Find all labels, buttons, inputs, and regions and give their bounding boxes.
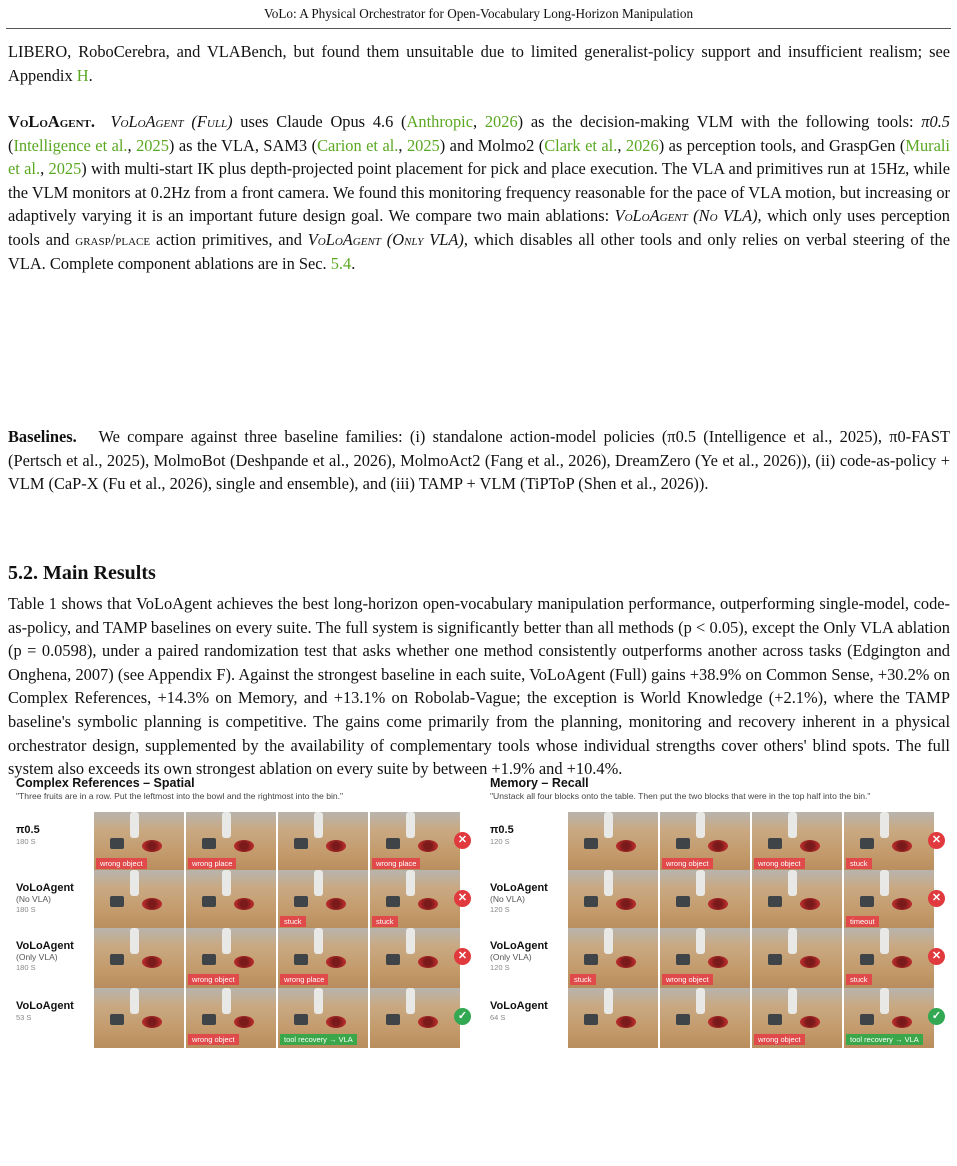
bowl-shape — [616, 898, 636, 910]
p2-t2: ) as the decision-making VLM with the following tools: — [517, 112, 922, 131]
frame-label: wrong place — [188, 858, 236, 869]
robot-arm-shape — [130, 870, 139, 896]
keyframe-image — [660, 988, 750, 1048]
success-icon: ✓ — [928, 1008, 945, 1025]
p2-t1b: , — [473, 112, 485, 131]
cite-murali[interactable]: Murali et al. — [8, 135, 950, 179]
bowl-shape — [892, 898, 912, 910]
panel-instruction: "Three fruits are in a row. Put the leftmost into the bowl and the rightmost into the bin." — [16, 791, 344, 801]
paragraph-baselines — [8, 425, 950, 496]
failure-icon: ✕ — [928, 890, 945, 907]
bowl-shape — [326, 898, 346, 910]
keyframe-image — [844, 988, 934, 1048]
failure-icon: ✕ — [928, 948, 945, 965]
bowl-shape — [234, 1016, 254, 1028]
bowl-shape — [616, 956, 636, 968]
frame-label: wrong object — [188, 1034, 239, 1045]
method-name: π0.5 — [490, 824, 514, 836]
robot-arm-shape — [880, 988, 889, 1014]
frame-label: stuck — [372, 916, 398, 927]
bowl-shape — [616, 840, 636, 852]
frame-label: wrong object — [754, 858, 805, 869]
method-row — [16, 928, 472, 988]
keyframe-image — [844, 870, 934, 930]
cite-carion-year[interactable]: 2025 — [406, 135, 440, 155]
bowl-shape — [234, 840, 254, 852]
frame-label: wrong object — [754, 1034, 805, 1045]
frame-label: stuck — [846, 974, 872, 985]
method-duration: 180 S — [16, 963, 36, 972]
p2-t11: . — [351, 253, 356, 273]
keyframe-image — [370, 812, 460, 872]
frame-label: stuck — [570, 974, 596, 985]
bowl-shape — [800, 898, 820, 910]
bowl-shape — [326, 840, 346, 852]
keyframe-image — [186, 812, 276, 872]
keyframe-image — [752, 988, 842, 1048]
bin-shape — [110, 896, 124, 907]
bin-shape — [676, 896, 690, 907]
keyframe-image — [186, 988, 276, 1048]
bin-shape — [860, 1014, 874, 1025]
figure-panel-2 — [480, 776, 948, 1166]
frame-label: wrong object — [662, 974, 713, 985]
p1-text: LIBERO, RoboCerebra, and VLABench, but found them unsuitable due to limited generalist-policy support and insufficient realism; see Appendix — [8, 42, 950, 85]
bin-shape — [676, 1014, 690, 1025]
p2-t5: ) and Molmo2 ( — [439, 135, 545, 155]
bowl-shape — [892, 1016, 912, 1028]
method-duration: 120 S — [490, 837, 510, 846]
failure-icon: ✕ — [454, 948, 471, 965]
bin-shape — [294, 954, 308, 965]
bowl-shape — [234, 956, 254, 968]
robot-arm-shape — [696, 928, 705, 954]
keyframe-image — [568, 988, 658, 1048]
robot-arm-shape — [696, 812, 705, 838]
bowl-shape — [800, 840, 820, 852]
bin-shape — [110, 1014, 124, 1025]
bin-shape — [676, 954, 690, 965]
keyframe-image — [752, 870, 842, 930]
robot-arm-shape — [222, 928, 231, 954]
robot-arm-shape — [880, 870, 889, 896]
method-row — [490, 988, 946, 1048]
bin-shape — [768, 896, 782, 907]
voloagent-novla: VoLoAgent (No VLA) — [614, 206, 758, 226]
method-name: VoLoAgent — [16, 940, 74, 952]
p2-t7: ) with multi-start IK plus depth-projected point placement for pick and place execution. The VLA and primitives run at 15Hz, while the VLM monitors at 0.2Hz from a front camera. We found this monitoring frequency reasonable for the pace of VLA motion, but increasing or adaptively varying it is an important future design goal. We compare two main ablations: — [8, 159, 950, 226]
keyframe-image — [278, 870, 368, 930]
cite-clark-year[interactable]: 2026 — [625, 135, 659, 155]
keyframe-image — [370, 988, 460, 1048]
cite-intelligence[interactable]: Intelligence et al. — [13, 135, 128, 155]
bowl-shape — [616, 1016, 636, 1028]
frame-label: wrong object — [662, 858, 713, 869]
robot-arm-shape — [604, 870, 613, 896]
bin-shape — [202, 896, 216, 907]
method-duration: 120 S — [490, 963, 510, 972]
bowl-shape — [418, 898, 438, 910]
keyframe-image — [568, 870, 658, 930]
running-header: VoLo: A Physical Orchestrator for Open-Vocabulary Long-Horizon Manipulation — [263, 6, 694, 21]
method-name: VoLoAgent — [490, 1000, 548, 1012]
bin-shape — [386, 954, 400, 965]
bowl-shape — [418, 840, 438, 852]
p2-t8: , which only uses perception tools and — [8, 206, 950, 249]
method-row — [16, 988, 472, 1048]
method-variant: (No VLA) — [490, 894, 525, 904]
robot-arm-shape — [222, 870, 231, 896]
frame-label: tool recovery → VLA — [846, 1034, 923, 1045]
bin-shape — [860, 838, 874, 849]
failure-icon: ✕ — [454, 832, 471, 849]
bin-shape — [202, 1014, 216, 1025]
method-duration: 180 S — [16, 837, 36, 846]
paragraph-main-results: Table 1 shows that VoLoAgent achieves the best long-horizon open-vocabulary manipulation performance, outperforming single-model, code-as-policy, and TAMP baselines on every suite. The full system is significantly better than all methods (p < 0.05), except the Only VLA ablation (p = 0.0598), under a paired randomization test that asks whether one method consistently outperforms another across tasks (Edgington and Onghena, 2007) (see Appendix F). Against the strongest baseline in each suite, VoLoAgent (Full) gains +38.9% on Common Sense, +30.2% on Complex References, +14.3% on Memory, and +13.1% on Robolab-Vague; the exception is World Knowledge (+2.1%), where the TAMP baseline's symbolic planning is competitive. The gains come primarily from the planning, monitoring and recovery inherent in a physical orchestrator design, supplemented by the availability of complementary tools whose individual strengths cover others' blind spots. The full system also exceeds its own strongest ablation on every suite by between +1.9% and +10.4%. — [8, 594, 950, 779]
bin-shape — [768, 954, 782, 965]
paragraph-voloagent: VoLoAgent. VoLoAgent (Full) uses Claude Opus 4.6 (Anthropic, 2026) as the decision-making VLM with the following tools: π0.5 (Intelligence et al., 2025) as the VLA, SAM3 (Carion et al., 2025) and Molmo2 (Clark et al., 2026) as perception tools, and GraspGen (Murali et al., 2025) with multi-start IK plus depth-projected point placement for pick and place execution. The VLA and primitives run at 15Hz, while the VLM monitors at 0.2Hz from a front camera. We found this monitoring frequency reasonable for the pace of VLA motion, but increasing or adaptively varying it is an important future design goal. We compare two main ablations: VoLoAgent (No VLA), which only uses perception tools and grasp/place action primitives, and VoLoAgent (Only VLA), which disables all other tools and only relies on verbal steering of the VLA. Complete component ablations are in Sec. 5.4. — [8, 112, 950, 273]
robot-arm-shape — [222, 988, 231, 1014]
method-duration: 64 S — [490, 1013, 506, 1022]
keyframe-image — [370, 870, 460, 930]
keyframe-image — [660, 928, 750, 988]
failure-icon: ✕ — [928, 832, 945, 849]
bowl-shape — [142, 898, 162, 910]
frame-label: wrong place — [372, 858, 420, 869]
robot-arm-shape — [314, 988, 323, 1014]
method-name: π0.5 — [16, 824, 40, 836]
paragraph-benchmarks — [8, 40, 950, 87]
bowl-shape — [800, 1016, 820, 1028]
method-name: VoLoAgent — [490, 882, 548, 894]
panel-instruction: "Unstack all four blocks onto the table. Then put the two blocks that were in the top half into the bin." — [490, 791, 871, 801]
bowl-shape — [142, 1016, 162, 1028]
frame-label: wrong object — [96, 858, 147, 869]
method-name: VoLoAgent — [16, 882, 74, 894]
robot-arm-shape — [604, 928, 613, 954]
bin-shape — [202, 838, 216, 849]
bowl-shape — [326, 1016, 346, 1028]
method-duration: 53 S — [16, 1013, 32, 1022]
baselines-text: We compare against three baseline families: (i) standalone action-model policies (π0.5 (Intelligence et al., 2025), π0-FAST (Pertsch et al., 2025), MolmoBot (Deshpande et al., 2026), MolmoAct2 (Fang et al., 2026), DreamZero (Ye et al., 2026)), (ii) code-as-policy + VLM (CaP-X (Fu et al., 2026), single and ensemble), and (iii) TAMP + VLM (TiPToP (Shen et al., 2026)). — [8, 427, 950, 494]
keyframe-image — [660, 812, 750, 872]
method-row — [16, 812, 472, 872]
bowl-shape — [142, 956, 162, 968]
robot-arm-shape — [314, 812, 323, 838]
robot-arm-shape — [130, 988, 139, 1014]
bowl-shape — [708, 840, 728, 852]
keyframe-image — [94, 928, 184, 988]
keyframe-image — [94, 870, 184, 930]
robot-arm-shape — [406, 812, 415, 838]
keyframe-image — [844, 928, 934, 988]
frame-label: wrong place — [280, 974, 328, 985]
keyframe-image — [568, 812, 658, 872]
frame-label: wrong object — [188, 974, 239, 985]
bowl-shape — [708, 898, 728, 910]
frame-label: stuck — [846, 858, 872, 869]
method-row — [490, 928, 946, 988]
grasp-place-primitive: grasp/place — [75, 229, 151, 249]
robot-arm-shape — [696, 988, 705, 1014]
bowl-shape — [326, 956, 346, 968]
bowl-shape — [892, 956, 912, 968]
section-heading: 5.2. Main Results — [8, 562, 156, 584]
panel-title: Complex References – Spatial — [16, 776, 195, 790]
method-variant: (Only VLA) — [16, 952, 58, 962]
cite-murali-year[interactable]: 2025 — [48, 159, 82, 179]
keyframe-image — [186, 928, 276, 988]
cite-anthropic-year[interactable]: 2026 — [484, 112, 518, 131]
robot-arm-shape — [314, 870, 323, 896]
keyframe-image — [370, 928, 460, 988]
pi05-symbol: π0.5 — [921, 112, 950, 131]
bin-shape — [294, 838, 308, 849]
p1-end: . — [88, 65, 93, 85]
voloagent-full: VoLoAgent (Full) — [110, 112, 233, 131]
bin-shape — [584, 1014, 598, 1025]
bowl-shape — [708, 1016, 728, 1028]
figure-panel-1 — [6, 776, 474, 1166]
voloagent-heading: VoLoAgent. — [8, 112, 95, 131]
bowl-shape — [142, 840, 162, 852]
robot-arm-shape — [880, 928, 889, 954]
robot-arm-shape — [130, 812, 139, 838]
method-variant: (No VLA) — [16, 894, 51, 904]
method-name: VoLoAgent — [490, 940, 548, 952]
bowl-shape — [234, 898, 254, 910]
bowl-shape — [418, 956, 438, 968]
bin-shape — [294, 1014, 308, 1025]
method-row — [490, 870, 946, 930]
keyframe-image — [94, 812, 184, 872]
keyframe-image — [752, 812, 842, 872]
bin-shape — [676, 838, 690, 849]
bin-shape — [768, 1014, 782, 1025]
robot-arm-shape — [788, 870, 797, 896]
bin-shape — [768, 838, 782, 849]
cite-anthropic[interactable]: Anthropic — [406, 112, 473, 131]
p2-t6: ) as perception tools, and GraspGen ( — [658, 135, 906, 155]
panel-title: Memory – Recall — [490, 776, 589, 790]
sec-5-4-link[interactable]: 5.4 — [330, 253, 352, 273]
method-duration: 180 S — [16, 905, 36, 914]
success-icon: ✓ — [454, 1008, 471, 1025]
keyframe-image — [278, 812, 368, 872]
robot-arm-shape — [788, 812, 797, 838]
robot-arm-shape — [406, 928, 415, 954]
header-rule — [6, 28, 951, 29]
keyframe-image — [752, 928, 842, 988]
robot-arm-shape — [788, 928, 797, 954]
keyframe-image — [94, 988, 184, 1048]
bin-shape — [860, 896, 874, 907]
bowl-shape — [418, 1016, 438, 1028]
baselines-heading: Baselines. — [8, 427, 77, 446]
method-duration: 120 S — [490, 905, 510, 914]
bin-shape — [860, 954, 874, 965]
robot-arm-shape — [788, 988, 797, 1014]
robot-arm-shape — [604, 812, 613, 838]
bowl-shape — [708, 956, 728, 968]
cite-intelligence-year[interactable]: 2025 — [136, 135, 169, 155]
keyframe-image — [278, 928, 368, 988]
robot-arm-shape — [696, 870, 705, 896]
bin-shape — [294, 896, 308, 907]
frame-label: tool recovery → VLA — [280, 1034, 357, 1045]
frame-label: stuck — [280, 916, 306, 927]
bin-shape — [202, 954, 216, 965]
keyframe-image — [844, 812, 934, 872]
robot-arm-shape — [604, 988, 613, 1014]
appendix-h-link[interactable]: H — [76, 65, 89, 85]
method-variant: (Only VLA) — [490, 952, 532, 962]
robot-arm-shape — [880, 812, 889, 838]
robot-arm-shape — [222, 812, 231, 838]
bowl-shape — [800, 956, 820, 968]
method-name: VoLoAgent — [16, 1000, 74, 1012]
bin-shape — [386, 1014, 400, 1025]
frame-label: timeout — [846, 916, 879, 927]
cite-carion[interactable]: Carion et al. — [317, 135, 399, 155]
bin-shape — [584, 838, 598, 849]
voloagent-onlyvla: VoLoAgent (Only VLA) — [307, 229, 464, 249]
cite-clark[interactable]: Clark et al. — [544, 135, 618, 155]
p2-t1: uses Claude Opus 4.6 ( — [232, 112, 407, 131]
robot-arm-shape — [130, 928, 139, 954]
bowl-shape — [892, 840, 912, 852]
robot-arm-shape — [314, 928, 323, 954]
keyframe-image — [568, 928, 658, 988]
robot-arm-shape — [406, 988, 415, 1014]
p2-t9: action primitives, and — [150, 229, 308, 249]
robot-arm-shape — [406, 870, 415, 896]
bin-shape — [110, 838, 124, 849]
keyframe-image — [278, 988, 368, 1048]
method-row — [490, 812, 946, 872]
bin-shape — [584, 896, 598, 907]
p2-t4: ) as the VLA, SAM3 ( — [168, 135, 318, 155]
p2-t10: , which disables all other tools and only relies on verbal steering of the VLA. Complete component ablations are in Sec. — [8, 229, 950, 273]
method-row — [16, 870, 472, 930]
keyframe-image — [186, 870, 276, 930]
bin-shape — [386, 838, 400, 849]
bin-shape — [386, 896, 400, 907]
failure-icon: ✕ — [454, 890, 471, 907]
bin-shape — [110, 954, 124, 965]
bin-shape — [584, 954, 598, 965]
keyframe-image — [660, 870, 750, 930]
p2-t3: ( — [8, 135, 14, 155]
